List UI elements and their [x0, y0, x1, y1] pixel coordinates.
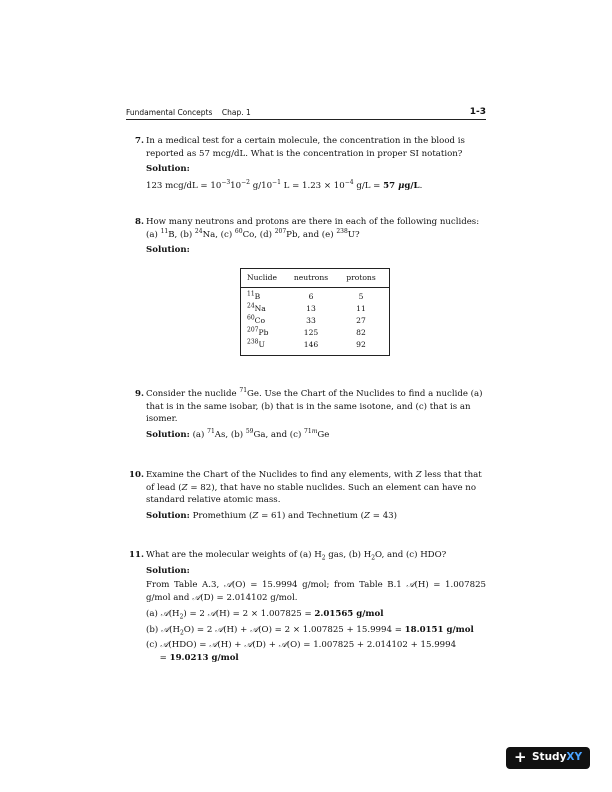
nuclide-cell: $^{238}$U	[247, 338, 265, 349]
solution-part-c: (c) 𝒜(HDO) = 𝒜(H) + 𝒜(D) + 𝒜(O) = 1.007825 + 2.014102 + 15.9994 = 19.0213 g/mol	[146, 640, 457, 663]
problem-10	[129, 469, 486, 522]
column-header: neutrons	[293, 273, 329, 282]
problem-8	[135, 216, 486, 257]
solution-label: Solution:	[146, 565, 190, 576]
table-header	[241, 269, 389, 288]
problem-11	[129, 549, 487, 664]
neutrons-cell: 146	[303, 340, 319, 349]
problem-number: 11.	[129, 550, 144, 560]
header-rule	[126, 119, 486, 120]
running-header	[126, 108, 486, 117]
nuclide-cell: $^{207}$Pb	[247, 326, 269, 337]
problem-text: Examine the Chart of the Nuclides to find any elements, with Z less that that of lead (Z = 82), that have no stable nuclides. Such an element can have no standard relative atomic mass.	[146, 470, 482, 505]
solution-answer: Solution: Promethium (Z = 61) and Technetium (Z = 43)	[146, 510, 397, 521]
protons-cell: 5	[358, 292, 364, 301]
problem-number: 8.	[135, 217, 144, 227]
problem-text: What are the molecular weights of (a) $H_2$ gas, (b) $H_2O$, and (c) HDO?	[146, 550, 447, 562]
protons-cell: 82	[356, 328, 366, 337]
header-chapter: Chap. 1	[221, 108, 251, 117]
problem-7	[135, 135, 486, 192]
column-header: Nuclide	[247, 273, 278, 282]
nuclide-table	[240, 268, 390, 356]
problem-text: How many neutrons and protons are there in each of the following nuclides: (a) $^{11}$B, (b) $^{24}$Na, (c) $^{60}$Co, (d) $^{207}$Pb, and (e) $^{238}$U?	[146, 217, 480, 240]
protons-cell: 27	[356, 316, 366, 325]
solution-answer: Solution: (a) $^{71}$As, (b) $^{59}$Ga, and (c) $^{71m}$Ge	[146, 427, 330, 440]
nuclide-cell: $^{60}$Co	[247, 314, 266, 325]
problem-text: Consider the nuclide $^{71}$Ge. Use the Chart of the Nuclides to find a nuclide (a) that is in the same isobar, (b) that is in the same isotone, and (c) that is an isomer.	[146, 387, 483, 424]
neutrons-cell: 6	[308, 292, 314, 301]
protons-cell: 11	[356, 304, 366, 313]
problem-number: 10.	[129, 470, 144, 480]
nuclide-cell: $^{11}$B	[247, 290, 261, 301]
solution-equation: 123 $mcg/dL = 10^{-3}10^{-2}$ $g/10^{-1}$ $L = 1.23 \times 10^{-4}$ g/L = 57 μg/L.	[146, 178, 423, 191]
nuclide-cell: $^{24}$Na	[247, 302, 266, 313]
problem-9	[135, 387, 486, 441]
neutrons-cell: 33	[306, 316, 316, 325]
column-header: protons	[346, 273, 376, 282]
logo-text: StudyXY	[532, 751, 583, 763]
solution-part-a: (a) $𝒜(H_2) = 2$ 𝒜(H) = 2 × 1.007825 = 2.01565 g/mol	[146, 609, 384, 621]
solution-label: Solution:	[146, 245, 190, 255]
solution-label: Solution:	[146, 164, 190, 174]
solution-part-b: (b) $𝒜(H_2O) = 2$ 𝒜(H) + 𝒜(O) = 2 × 1.007825 + 15.9994 = 18.0151 g/mol	[146, 624, 474, 637]
neutrons-cell: 13	[306, 304, 316, 313]
header-section-title: Fundamental Concepts	[126, 108, 213, 117]
protons-cell: 92	[356, 340, 366, 349]
page-number: 1-3	[469, 107, 486, 117]
problem-number: 7.	[135, 136, 144, 146]
problem-text: In a medical test for a certain molecule, the concentration in the blood is reported as 57 mcg/dL. What is the concentration in proper SI notation?	[146, 136, 465, 159]
solution-intro: From Table A.3, 𝒜(O) = 15.9994 g/mol; from Table B.1 𝒜(H) = 1.007825 g/mol and 𝒜(D) = 2.014102 g/mol.	[146, 580, 487, 603]
plus-icon: +	[514, 748, 527, 766]
studyxy-logo	[506, 747, 590, 769]
problem-number: 9.	[135, 389, 144, 399]
neutrons-cell: 125	[303, 328, 319, 337]
